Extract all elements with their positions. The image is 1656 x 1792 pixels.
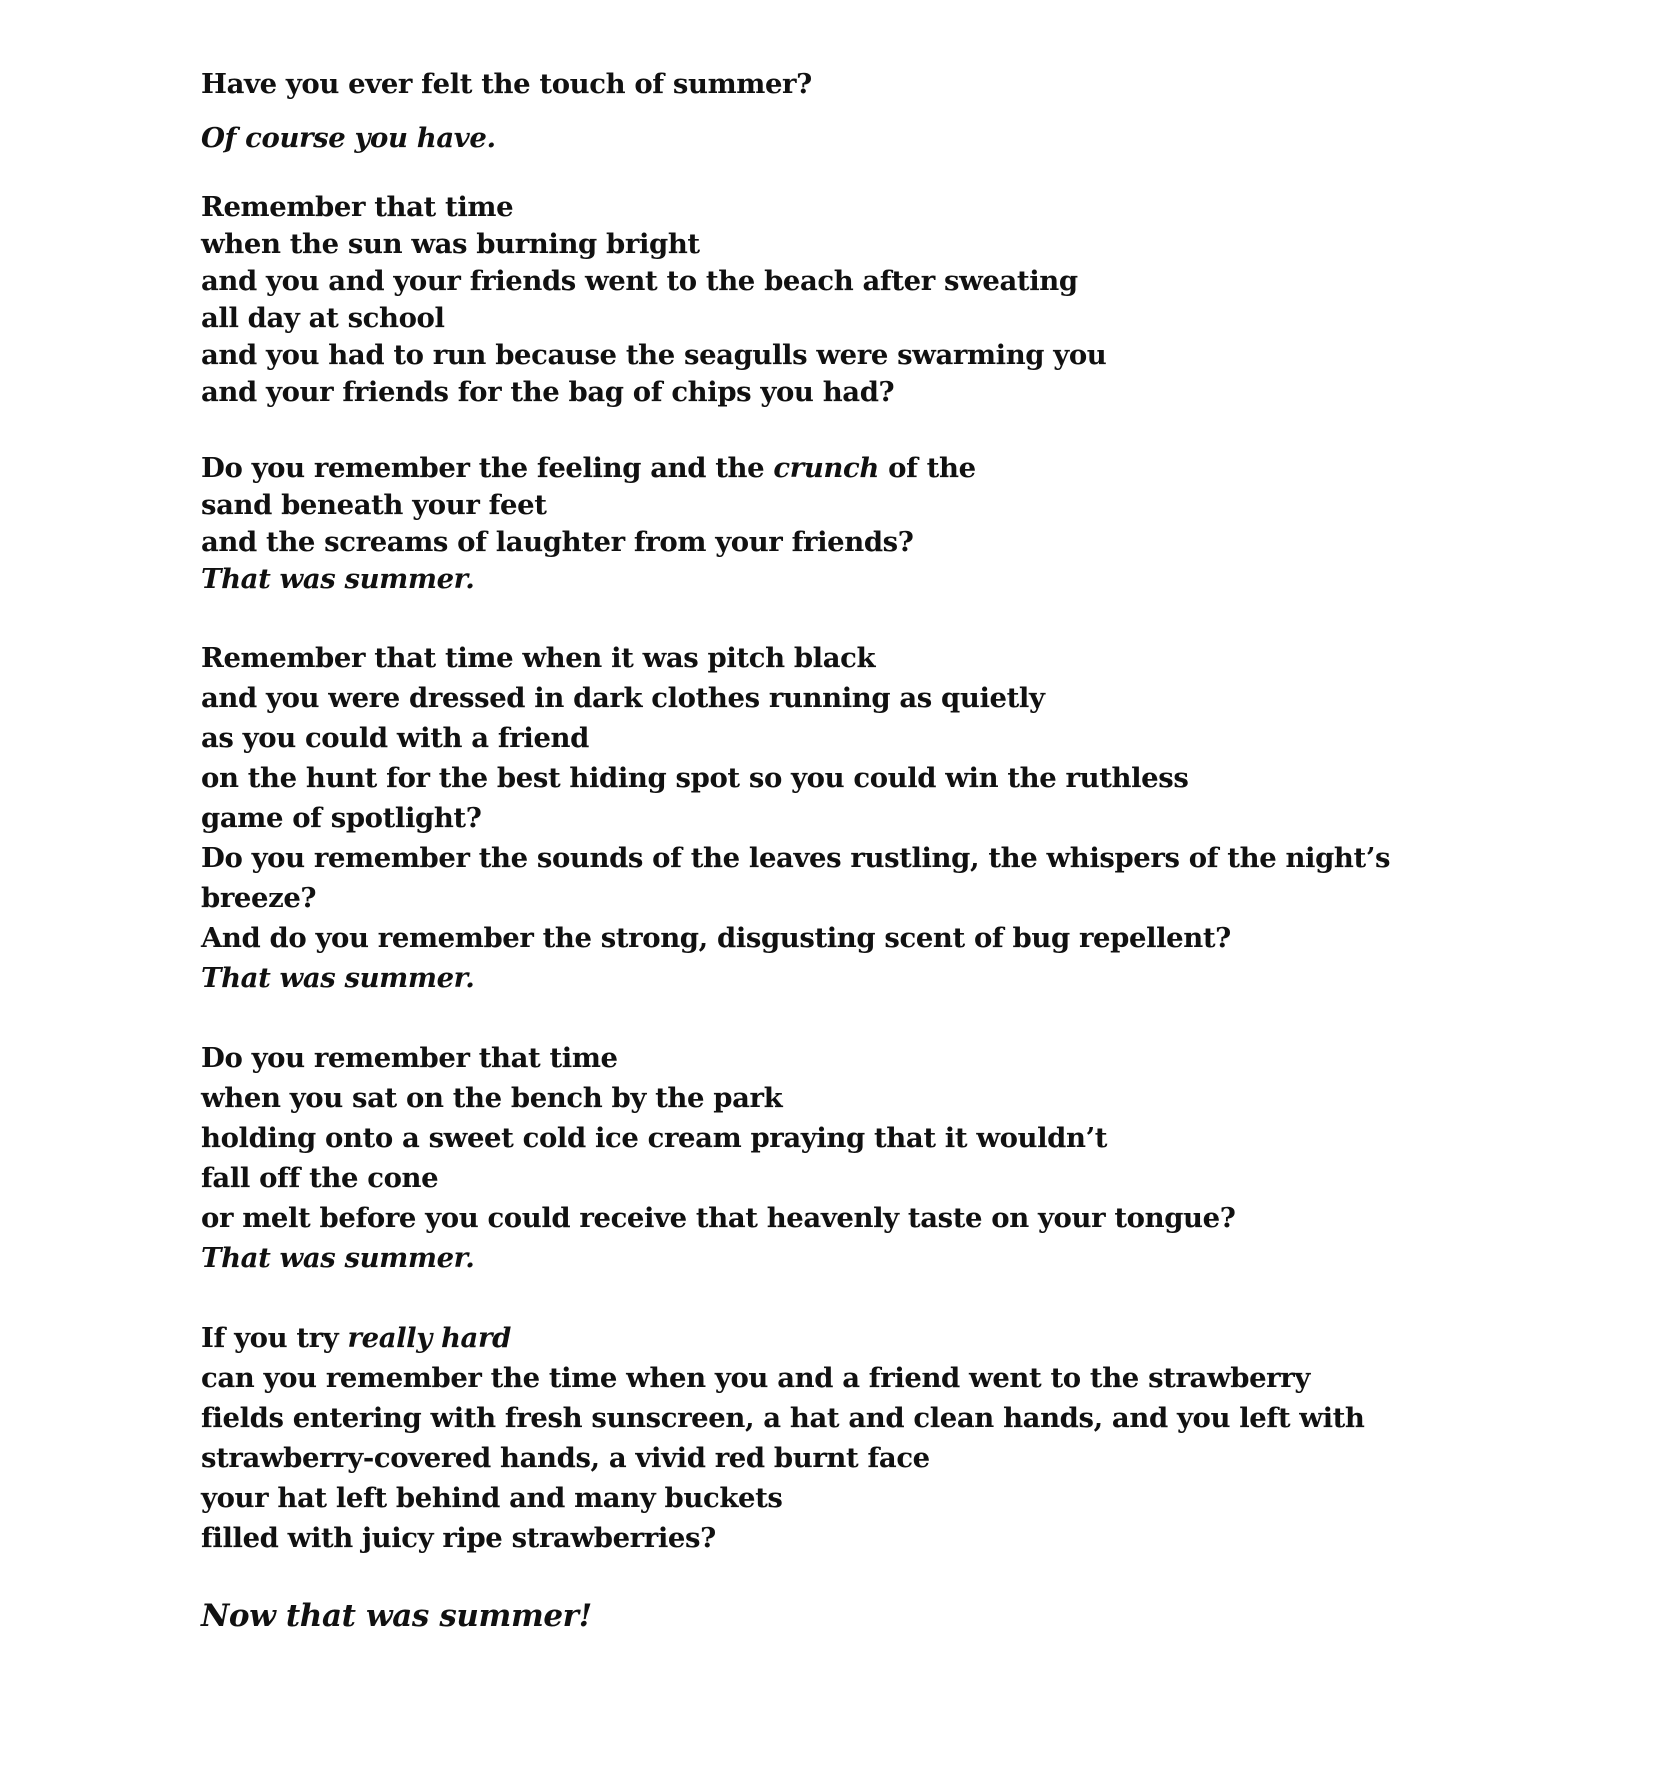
poem-line: your hat left behind and many buckets	[201, 1482, 783, 1514]
stanza-ice-cream	[201, 1038, 1561, 1278]
refrain-line: That was summer.	[201, 563, 475, 595]
poem-line: game of spotlight?	[201, 802, 482, 834]
poem-line: and you and your friends went to the beach after sweating	[201, 265, 1078, 297]
poem-line: can you remember the time when you and a friend went to the strawberry	[201, 1362, 1310, 1394]
line-text: of the	[878, 452, 976, 484]
poem-line: as you could with a friend	[201, 722, 589, 754]
poem-line: and you were dressed in dark clothes running as quietly	[201, 682, 1045, 714]
stanza-strawberries	[201, 1318, 1561, 1558]
poem-line: Remember that time	[201, 191, 514, 223]
stanza-beach	[201, 189, 1561, 411]
poem-line: and your friends for the bag of chips you had?	[201, 376, 895, 408]
poem	[201, 66, 1561, 1635]
poem-line: sand beneath your feet	[201, 489, 547, 521]
poem-line: filled with juicy ripe strawberries?	[201, 1522, 716, 1554]
line-text: Do you remember the feeling and the	[201, 452, 774, 484]
poem-line: holding onto a sweet cold ice cream praying that it wouldn’t	[201, 1122, 1108, 1154]
poem-line: on the hunt for the best hiding spot so you could win the ruthless	[201, 762, 1189, 794]
stanza-sand	[201, 450, 1561, 598]
emphasis-text: really hard	[347, 1322, 511, 1354]
refrain-line: That was summer.	[201, 962, 475, 994]
poem-line: fields entering with fresh sunscreen, a hat and clean hands, and you left with	[201, 1402, 1365, 1434]
refrain-line: That was summer.	[201, 1242, 475, 1274]
poem-line: Remember that time when it was pitch black	[201, 642, 876, 674]
poem-line: Do you remember the sounds of the leaves rustling, the whispers of the night’s	[201, 842, 1391, 874]
poem-line: when the sun was burning bright	[201, 228, 700, 260]
poem-line: fall off the cone	[201, 1162, 439, 1194]
poem-line: Do you remember that time	[201, 1042, 618, 1074]
stanza-night	[201, 638, 1561, 998]
poem-line: or melt before you could receive that heavenly taste on your tongue?	[201, 1202, 1236, 1234]
line-text: If you try	[201, 1322, 348, 1354]
poem-line	[201, 1318, 1561, 1358]
poem-line: and the screams of laughter from your friends?	[201, 526, 914, 558]
poem-line: and you had to run because the seagulls were swarming you	[201, 339, 1107, 371]
poem-line: when you sat on the bench by the park	[201, 1082, 783, 1114]
poem-line: all day at school	[201, 302, 445, 334]
poem-line: breeze?	[201, 882, 317, 914]
closing-line: Now that was summer!	[201, 1598, 592, 1634]
poem-line: strawberry-covered hands, a vivid red burnt face	[201, 1442, 930, 1474]
poem-line: Of course you have.	[201, 122, 496, 154]
poem-line: And do you remember the strong, disgusting scent of bug repellent?	[201, 922, 1231, 954]
poem-line: Have you ever felt the touch of summer?	[201, 68, 812, 100]
poem-line	[201, 450, 1561, 487]
emphasis-text: crunch	[773, 452, 879, 484]
